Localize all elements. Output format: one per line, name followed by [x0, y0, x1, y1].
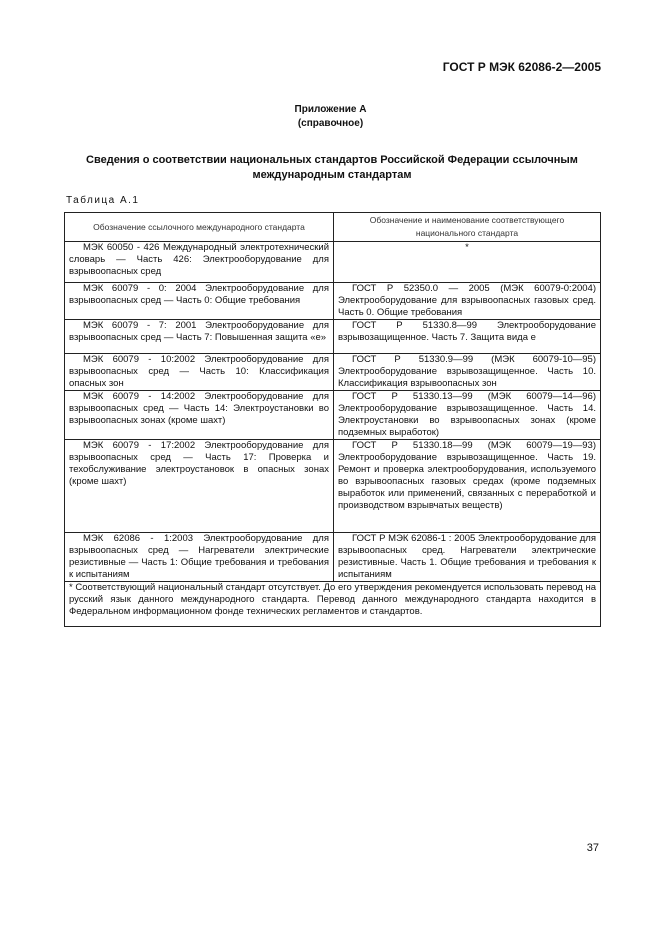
table-row	[65, 533, 601, 582]
table-row	[65, 354, 601, 391]
table-footnote: * Соответствующий национальный стандарт отсутствует. До его утверждения рекомендуется использовать перевод на русский язык данного международного стандарта. Перевод данного международного стандарта находится в Федеральном информационном фонде технических регламентов и стандартов.	[65, 582, 601, 627]
document-code: ГОСТ Р МЭК 62086-2—2005	[442, 60, 601, 74]
table-row	[65, 391, 601, 440]
correspondence-table	[64, 212, 601, 627]
table-footnote-row	[65, 582, 601, 627]
reference-standard-cell: МЭК 60079 - 10:2002 Электрооборудование для взрывоопасных сред — Часть 10: Классификация опасных зон	[65, 354, 334, 391]
reference-standard-cell: МЭК 60079 - 17:2002 Электрооборудование для взрывоопасных сред — Часть 17: Проверка и техобслуживание электроустановок в опасных зонах (кроме шахт)	[65, 440, 334, 533]
appendix-subtitle: (справочное)	[297, 118, 364, 129]
national-standard-cell: ГОСТ Р 51330.13—99 (МЭК 60079—14—96) Электрооборудование взрывозащищенное. Часть 14. Электроустановки во взрывоопасных зонах (кроме подземных выработок)	[334, 391, 601, 440]
appendix-heading	[0, 103, 661, 131]
reference-standard-cell: МЭК 60050 - 426 Международный электротехнический словарь — Часть 426: Электрооборудование для взрывоопасных сред	[65, 242, 334, 283]
table-row	[65, 242, 601, 283]
appendix-title: Приложение А	[294, 104, 367, 115]
national-standard-cell: ГОСТ Р 51330.8—99 Электрооборудование взрывозащищенное. Часть 7. Защита вида е	[334, 320, 601, 354]
national-standard-cell: ГОСТ Р МЭК 62086-1 : 2005 Электрооборудование для взрывоопасных сред. Нагреватели электрические резистивные. Часть 1. Общие требования и требования к испытаниям	[334, 533, 601, 582]
reference-standard-cell: МЭК 60079 - 7: 2001 Электрооборудование для взрывоопасных сред — Часть 7: Повышенная защита «е»	[65, 320, 334, 354]
table-row	[65, 440, 601, 533]
reference-standard-cell: МЭК 62086 - 1:2003 Электрооборудование для взрывоопасных сред — Нагреватели электрические резистивные — Часть 1: Общие требования и требования к испытаниям	[65, 533, 334, 582]
national-standard-cell: ГОСТ Р 51330.18—99 (МЭК 60079—19—93) Электрооборудование взрывозащищенное. Часть 19. Ремонт и проверка электрооборудования, используемого во взрывоопасных газовых средах (кроме подземных выработок или применений, связанных с переработкой и производством взрывчатых веществ)	[334, 440, 601, 533]
page-number: 37	[586, 842, 599, 854]
national-standard-cell: *	[334, 242, 601, 283]
table-row	[65, 283, 601, 320]
col1-header: Обозначение ссылочного международного стандарта	[65, 213, 334, 242]
col2-header: Обозначение и наименование соответствующего национального стандарта	[334, 213, 601, 242]
reference-standard-cell: МЭК 60079 - 14:2002 Электрооборудование для взрывоопасных сред — Часть 14: Электроустановки во взрывоопасных зонах (кроме шахт)	[65, 391, 334, 440]
table-label: Таблица А.1	[66, 195, 140, 206]
table-row	[65, 320, 601, 354]
reference-standard-cell: МЭК 60079 - 0: 2004 Электрооборудование для взрывоопасных сред — Часть 0: Общие требования	[65, 283, 334, 320]
section-title: Сведения о соответствии национальных стандартов Российской Федерации ссылочным международным стандартам	[86, 154, 578, 181]
national-standard-cell: ГОСТ Р 51330.9—99 (МЭК 60079-10—95) Электрооборудование взрывозащищенное. Часть 10. Классификация взрывоопасных зон	[334, 354, 601, 391]
national-standard-cell: ГОСТ Р 52350.0 — 2005 (МЭК 60079-0:2004) Электрооборудование для взрывоопасных газовых сред. Часть 0. Общие требования	[334, 283, 601, 320]
table-header-row	[65, 213, 601, 242]
